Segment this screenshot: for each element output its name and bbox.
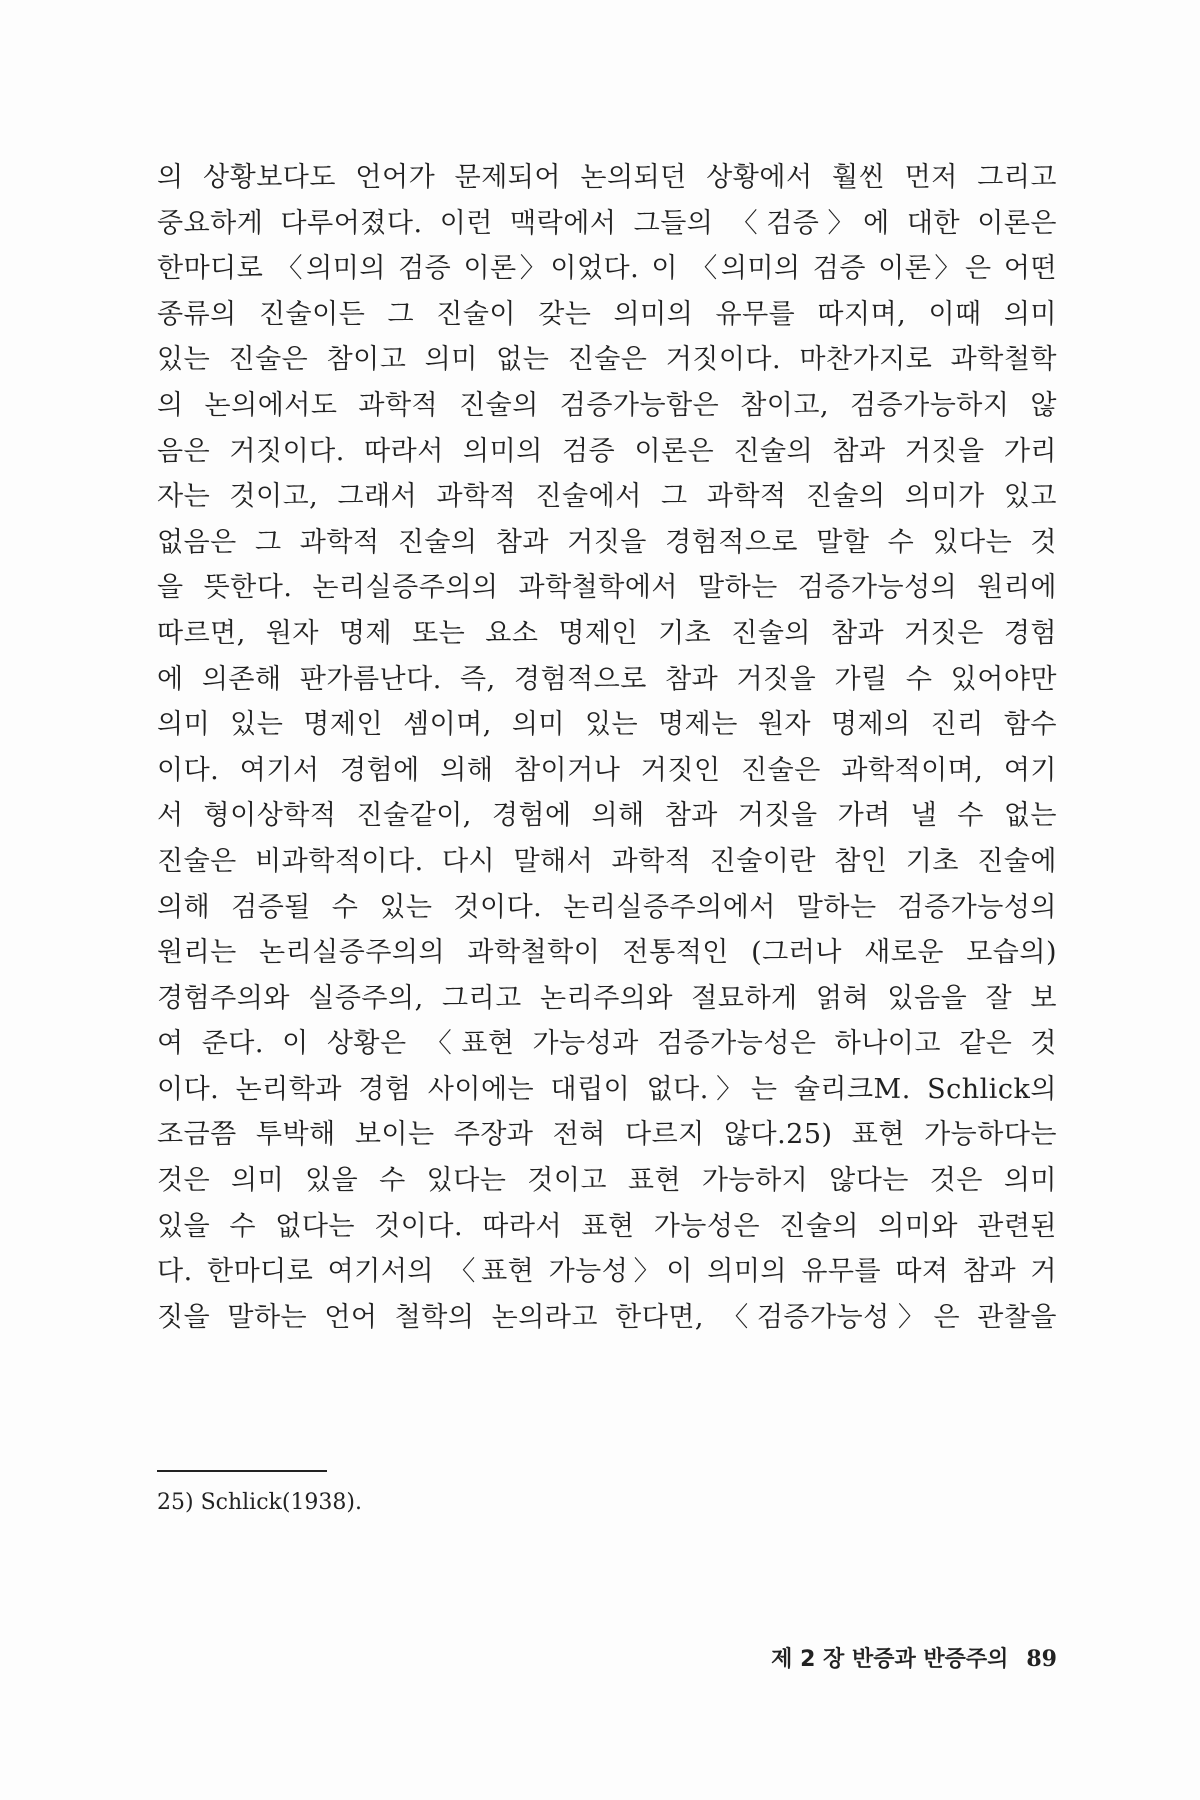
page-number: 89 bbox=[1026, 1646, 1057, 1672]
text-line: 있는 진술은 참이고 의미 없는 진술은 거짓이다. 마찬가지로 과학철학 bbox=[157, 344, 1057, 376]
footnote: 25) Schlick(1938). bbox=[157, 1490, 363, 1515]
text-line: 한마디로 〈의미의 검증 이론〉이었다. 이 〈의미의 검증 이론〉은 어떤 bbox=[157, 253, 1057, 285]
text-line: 것은 의미 있을 수 있다는 것이고 표현 가능하지 않다는 것은 의미 bbox=[157, 1165, 1057, 1197]
text-line: 자는 것이고, 그래서 과학적 진술에서 그 과학적 진술의 의미가 있고 bbox=[157, 481, 1057, 513]
text-line: 의미 있는 명제인 셈이며, 의미 있는 명제는 원자 명제의 진리 함수 bbox=[157, 709, 1057, 741]
text-line: 을 뜻한다. 논리실증주의의 과학철학에서 말하는 검증가능성의 원리에 bbox=[157, 572, 1057, 604]
text-line: 경험주의와 실증주의, 그리고 논리주의와 절묘하게 얽혀 있음을 잘 보 bbox=[157, 982, 1057, 1014]
text-line: 이다. 논리학과 경험 사이에는 대립이 없다.〉는 슐리크M. Schlick의 bbox=[157, 1073, 1057, 1105]
text-line: 종류의 진술이든 그 진술이 갖는 의미의 유무를 따지며, 이때 의미 bbox=[157, 298, 1057, 330]
chapter-title: 제 2 장 반증과 반증주의 bbox=[771, 1647, 1009, 1672]
text-line: 의 상황보다도 언어가 문제되어 논의되던 상황에서 훨씬 먼저 그리고 bbox=[157, 162, 1057, 193]
text-line: 조금쯤 투박해 보이는 주장과 전혀 다르지 않다.25) 표현 가능하다는 bbox=[157, 1119, 1057, 1151]
text-line: 음은 거짓이다. 따라서 의미의 검증 이론은 진술의 참과 거짓을 가리 bbox=[157, 435, 1057, 467]
text-line: 원리는 논리실증주의의 과학철학이 전통적인 (그러나 새로운 모습의) bbox=[157, 937, 1057, 969]
running-footer bbox=[740, 1644, 1057, 1675]
text-line: 서 형이상학적 진술같이, 경험에 의해 참과 거짓을 가려 낼 수 없는 bbox=[157, 800, 1057, 832]
body-paragraph bbox=[157, 155, 1057, 1340]
text-line: 의해 검증될 수 있는 것이다. 논리실증주의에서 말하는 검증가능성의 bbox=[157, 891, 1057, 923]
text-line: 따르면, 원자 명제 또는 요소 명제인 기초 진술의 참과 거짓은 경험 bbox=[157, 617, 1057, 649]
text-line: 의 논의에서도 과학적 진술의 검증가능함은 참이고, 검증가능하지 않 bbox=[157, 389, 1057, 421]
text-line: 에 의존해 판가름난다. 즉, 경험적으로 참과 거짓을 가릴 수 있어야만 bbox=[157, 663, 1057, 695]
text-line: 중요하게 다루어졌다. 이런 맥락에서 그들의 〈검증〉에 대한 이론은 bbox=[157, 207, 1057, 239]
text-line: 진술은 비과학적이다. 다시 말해서 과학적 진술이란 참인 기초 진술에 bbox=[157, 845, 1057, 877]
text-line: 있을 수 없다는 것이다. 따라서 표현 가능성은 진술의 의미와 관련된 bbox=[157, 1210, 1057, 1242]
footnote-divider bbox=[157, 1470, 327, 1472]
text-line: 여 준다. 이 상황은 〈표현 가능성과 검증가능성은 하나이고 같은 것 bbox=[157, 1028, 1057, 1060]
text-line: 이다. 여기서 경험에 의해 참이거나 거짓인 진술은 과학적이며, 여기 bbox=[157, 754, 1057, 786]
text-line: 없음은 그 과학적 진술의 참과 거짓을 경험적으로 말할 수 있다는 것 bbox=[157, 526, 1057, 558]
text-line: 다. 한마디로 여기서의 〈표현 가능성〉이 의미의 유무를 따져 참과 거 bbox=[157, 1256, 1057, 1288]
text-line: 짓을 말하는 언어 철학의 논의라고 한다면, 〈검증가능성〉은 관찰을 bbox=[157, 1301, 1057, 1333]
